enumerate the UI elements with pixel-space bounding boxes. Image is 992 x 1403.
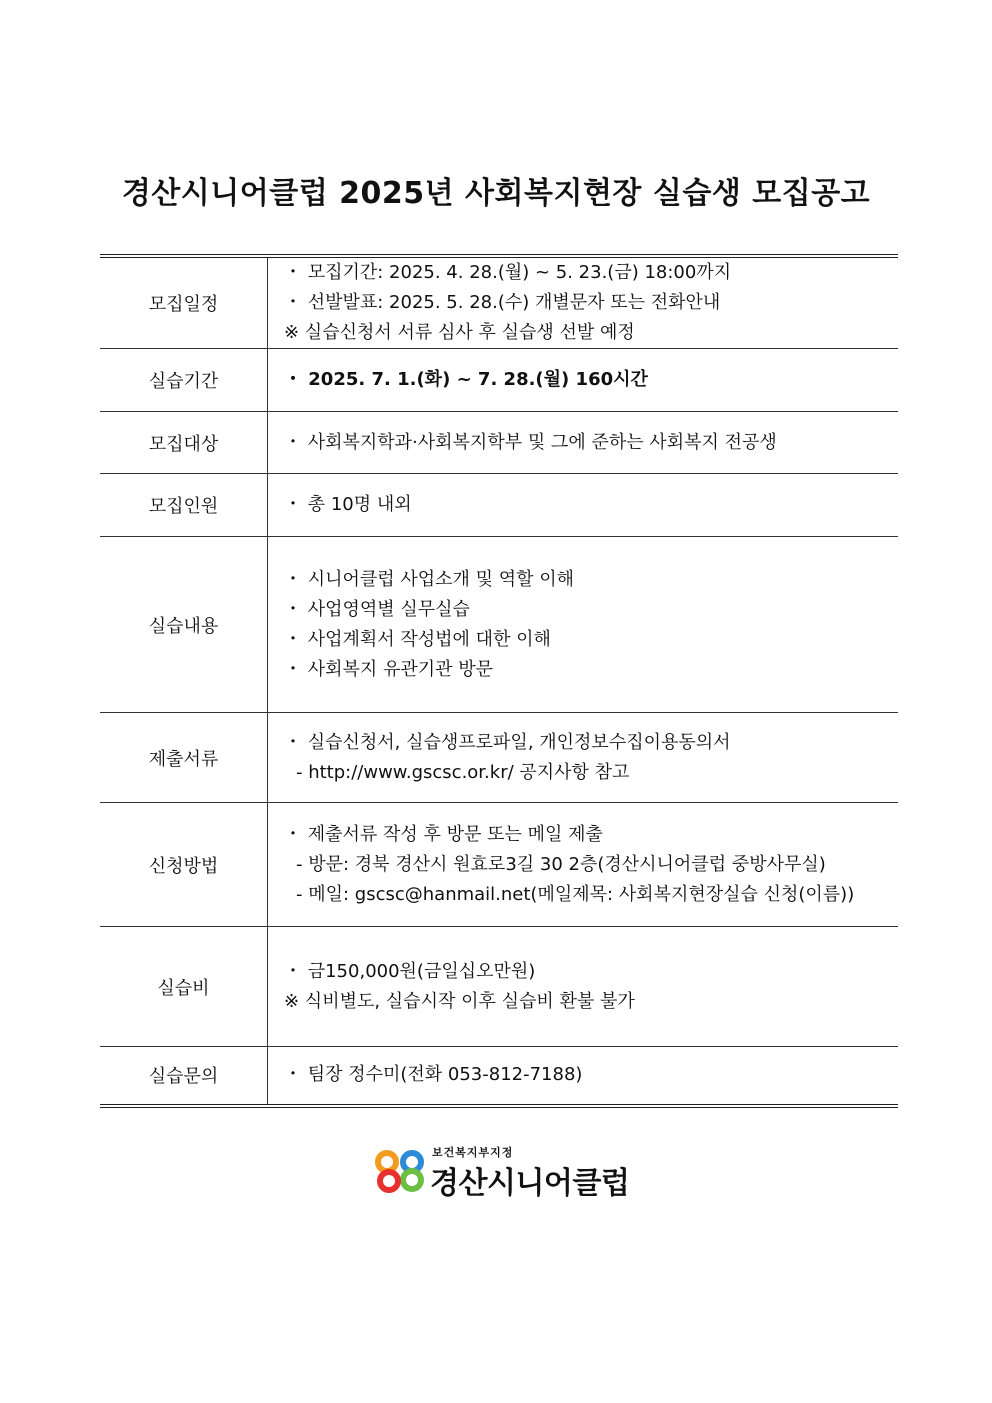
row-label-headcount: 모집인원 <box>100 474 268 537</box>
content-line: ・ 선발발표: 2025. 5. 28.(수) 개별문자 또는 전화안내 <box>284 292 721 313</box>
content-line: ・ 금150,000원(금일십오만원) <box>284 960 536 982</box>
content-line: ・ 시니어클럽 사업소개 및 역할 이해 <box>284 568 575 590</box>
row-label-documents: 제출서류 <box>100 713 268 803</box>
content-line: ・ 사회복지 유관기관 방문 <box>284 658 494 680</box>
row-label-inquiry: 실습문의 <box>100 1047 268 1106</box>
row-label-contents: 실습내용 <box>100 537 268 713</box>
content-line: - 메일: gscsc@hanmail.net(메일제목: 사회복지현장실습 신청(이름)) <box>296 883 855 905</box>
content-line: ・ 사회복지학과·사회복지학부 및 그에 준하는 사회복지 전공생 <box>284 431 777 453</box>
notice-table <box>100 254 898 1108</box>
row-content-period <box>268 349 899 412</box>
logo-name: 경산시니어클럽 <box>430 1166 630 1201</box>
logo-subtitle: 보건복지부지정 <box>432 1146 514 1159</box>
table-row <box>100 713 898 803</box>
content-line: ・ 팀장 정수미(전화 053-812-7188) <box>284 1064 583 1086</box>
row-content-headcount <box>268 474 899 537</box>
table-row <box>100 803 898 927</box>
row-content-documents <box>268 713 899 803</box>
row-content-target <box>268 412 899 474</box>
table-row <box>100 412 898 474</box>
notice-table-container <box>100 254 898 1108</box>
table-row <box>100 1047 898 1106</box>
content-line: ※ 실습신청서 서류 심사 후 실습생 선발 예정 <box>284 322 635 343</box>
content-line: ・ 실습신청서, 실습생프로파일, 개인정보수집이용동의서 <box>284 731 731 753</box>
row-label-period: 실습기간 <box>100 349 268 412</box>
logo-petal-red-lower <box>380 1172 398 1190</box>
content-line: ・ 사업영역별 실무실습 <box>284 598 470 620</box>
content-line: ・ 사업계획서 작성법에 대한 이해 <box>284 628 551 650</box>
content-line: ・ 총 10명 내외 <box>284 494 412 515</box>
table-row <box>100 256 898 349</box>
logo-emblem-icon <box>372 1142 428 1198</box>
content-line: - http://www.gscsc.or.kr/ 공지사항 참고 <box>296 761 630 783</box>
table-row <box>100 349 898 412</box>
table-row <box>100 474 898 537</box>
organization-logo <box>372 1138 630 1202</box>
row-label-fee: 실습비 <box>100 927 268 1047</box>
content-line: ・ 2025. 7. 1.(화) ~ 7. 28.(월) 160시간 <box>284 369 648 390</box>
row-content-contents <box>268 537 899 713</box>
row-label-apply-method: 신청방법 <box>100 803 268 927</box>
row-label-schedule: 모집일정 <box>100 256 268 349</box>
row-content-fee <box>268 927 899 1047</box>
table-row <box>100 537 898 713</box>
content-line: - 방문: 경북 경산시 원효로3길 30 2층(경산시니어클럽 중방사무실) <box>296 853 826 875</box>
content-line: ※ 식비별도, 실습시작 이후 실습비 환불 불가 <box>284 990 635 1012</box>
row-content-schedule <box>268 256 899 349</box>
row-label-target: 모집대상 <box>100 412 268 474</box>
logo-petal-green <box>403 1171 421 1189</box>
table-row <box>100 927 898 1047</box>
content-line: ・ 제출서류 작성 후 방문 또는 메일 제출 <box>284 823 603 845</box>
row-content-apply-method <box>268 803 899 927</box>
logo-petal-orange <box>378 1153 396 1171</box>
content-line: ・ 모집기간: 2025. 4. 28.(월) ~ 5. 23.(금) 18:00까지 <box>284 262 732 283</box>
page-title: 경산시니어클럽 2025년 사회복지현장 실습생 모집공고 <box>121 176 871 211</box>
row-content-inquiry <box>268 1047 899 1106</box>
